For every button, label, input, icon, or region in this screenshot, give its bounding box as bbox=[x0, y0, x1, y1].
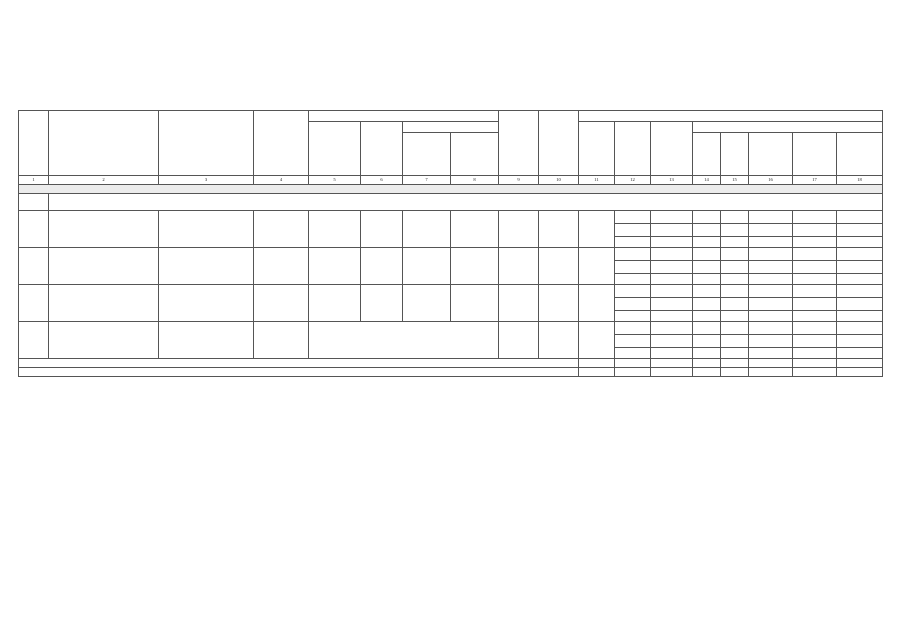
value-cell bbox=[693, 322, 721, 335]
subtotal-value bbox=[721, 359, 749, 368]
item-start-year bbox=[499, 211, 539, 248]
item-char-before bbox=[403, 248, 451, 285]
item-char-unit bbox=[361, 211, 403, 248]
value-cell bbox=[651, 285, 693, 298]
item-name bbox=[49, 322, 159, 359]
value-cell bbox=[651, 274, 693, 285]
col-header-after bbox=[451, 133, 499, 176]
item-char-name bbox=[309, 248, 361, 285]
value-cell bbox=[837, 261, 883, 274]
value-cell bbox=[749, 224, 793, 237]
col-number: 14 bbox=[693, 176, 721, 185]
value-cell bbox=[651, 248, 693, 261]
header-line-4 bbox=[700, 88, 880, 95]
value-cell bbox=[749, 285, 793, 298]
grand-total-row bbox=[19, 368, 883, 377]
col-header-before bbox=[403, 133, 451, 176]
item-char-after bbox=[451, 285, 499, 322]
grand-total-value bbox=[749, 368, 793, 377]
item-purpose bbox=[159, 211, 254, 248]
table-row bbox=[19, 211, 883, 224]
grand-total-value bbox=[693, 368, 721, 377]
program-table bbox=[18, 110, 883, 377]
col-header-year-4 bbox=[793, 133, 837, 176]
col-number: 17 bbox=[793, 176, 837, 185]
col-number: 13 bbox=[651, 176, 693, 185]
col-header-year-3 bbox=[749, 133, 793, 176]
value-cell bbox=[693, 274, 721, 285]
source-label bbox=[615, 224, 651, 237]
value-cell bbox=[651, 298, 693, 311]
item-purpose bbox=[159, 322, 254, 359]
value-cell bbox=[693, 285, 721, 298]
col-header-year-2 bbox=[721, 133, 749, 176]
source-label bbox=[615, 348, 651, 359]
col-header-char-value bbox=[403, 122, 499, 133]
col-header-place bbox=[254, 111, 309, 176]
item-start-year bbox=[499, 285, 539, 322]
column-number-row bbox=[19, 176, 883, 185]
table-row bbox=[19, 248, 883, 261]
value-cell bbox=[837, 274, 883, 285]
value-cell bbox=[721, 311, 749, 322]
col-header-start-year bbox=[499, 111, 539, 176]
grand-total-value bbox=[793, 368, 837, 377]
source-label bbox=[615, 248, 651, 261]
subtotal-value bbox=[693, 359, 721, 368]
subtotal-blank bbox=[615, 359, 651, 368]
value-cell bbox=[749, 298, 793, 311]
col-header-name bbox=[49, 111, 159, 176]
item-name bbox=[49, 285, 159, 322]
value-cell bbox=[693, 311, 721, 322]
item-name bbox=[49, 248, 159, 285]
col-number: 9 bbox=[499, 176, 539, 185]
value-cell bbox=[837, 298, 883, 311]
value-cell bbox=[651, 322, 693, 335]
value-cell bbox=[793, 211, 837, 224]
value-cell bbox=[837, 224, 883, 237]
source-label bbox=[615, 237, 651, 248]
subtotal-value bbox=[579, 359, 615, 368]
value-cell bbox=[721, 348, 749, 359]
item-char-unit bbox=[361, 285, 403, 322]
source-label bbox=[615, 211, 651, 224]
value-cell bbox=[749, 348, 793, 359]
value-cell bbox=[693, 261, 721, 274]
value-cell bbox=[721, 335, 749, 348]
value-cell bbox=[721, 261, 749, 274]
value-cell bbox=[721, 211, 749, 224]
item-char-after bbox=[451, 248, 499, 285]
grand-total-value bbox=[837, 368, 883, 377]
value-cell bbox=[721, 248, 749, 261]
item-amount bbox=[579, 211, 615, 248]
grand-total-blank bbox=[615, 368, 651, 377]
col-number: 7 bbox=[403, 176, 451, 185]
subtotal-value bbox=[837, 359, 883, 368]
col-header-year-1 bbox=[693, 133, 721, 176]
value-cell bbox=[721, 285, 749, 298]
item-place bbox=[254, 285, 309, 322]
subtotal-value bbox=[749, 359, 793, 368]
col-number: 10 bbox=[539, 176, 579, 185]
table-row bbox=[19, 285, 883, 298]
value-cell bbox=[749, 237, 793, 248]
value-cell bbox=[837, 311, 883, 322]
source-label bbox=[615, 311, 651, 322]
value-cell bbox=[651, 211, 693, 224]
item-start-year bbox=[499, 322, 539, 359]
value-cell bbox=[651, 224, 693, 237]
item-number bbox=[19, 248, 49, 285]
value-cell bbox=[793, 248, 837, 261]
value-cell bbox=[693, 224, 721, 237]
header-row-top bbox=[19, 111, 883, 122]
col-number: 4 bbox=[254, 176, 309, 185]
value-cell bbox=[749, 322, 793, 335]
value-cell bbox=[837, 335, 883, 348]
source-label bbox=[615, 335, 651, 348]
value-cell bbox=[651, 311, 693, 322]
col-number: 8 bbox=[451, 176, 499, 185]
value-cell bbox=[793, 285, 837, 298]
item-amount bbox=[579, 248, 615, 285]
value-cell bbox=[837, 248, 883, 261]
value-cell bbox=[837, 285, 883, 298]
value-cell bbox=[721, 298, 749, 311]
source-label bbox=[615, 274, 651, 285]
value-cell bbox=[721, 224, 749, 237]
value-cell bbox=[651, 261, 693, 274]
item-place bbox=[254, 248, 309, 285]
grand-total-value bbox=[579, 368, 615, 377]
value-cell bbox=[793, 224, 837, 237]
group-row bbox=[19, 185, 883, 194]
value-cell bbox=[693, 248, 721, 261]
value-cell bbox=[721, 237, 749, 248]
col-number: 6 bbox=[361, 176, 403, 185]
value-cell bbox=[837, 322, 883, 335]
item-end-year bbox=[539, 248, 579, 285]
subtotal-value bbox=[793, 359, 837, 368]
value-cell bbox=[693, 335, 721, 348]
value-cell bbox=[651, 335, 693, 348]
value-cell bbox=[721, 322, 749, 335]
group-label bbox=[19, 185, 883, 194]
value-cell bbox=[749, 211, 793, 224]
grand-total-label bbox=[19, 368, 579, 377]
table-row bbox=[19, 322, 883, 335]
col-header-years bbox=[693, 122, 883, 133]
item-char-name bbox=[309, 285, 361, 322]
source-label bbox=[615, 298, 651, 311]
value-cell bbox=[793, 335, 837, 348]
item-char-unit bbox=[361, 248, 403, 285]
value-cell bbox=[837, 237, 883, 248]
item-char-name bbox=[309, 211, 361, 248]
col-header-end-year bbox=[539, 111, 579, 176]
section-label bbox=[49, 194, 883, 211]
col-header-total bbox=[579, 122, 615, 176]
col-number: 12 bbox=[615, 176, 651, 185]
value-cell bbox=[693, 211, 721, 224]
col-header-characteristics bbox=[309, 111, 499, 122]
col-header-funding bbox=[579, 111, 883, 122]
source-label bbox=[615, 322, 651, 335]
col-number: 18 bbox=[837, 176, 883, 185]
item-amount bbox=[579, 322, 615, 359]
item-end-year bbox=[539, 285, 579, 322]
item-place bbox=[254, 322, 309, 359]
source-label bbox=[615, 285, 651, 298]
value-cell bbox=[749, 311, 793, 322]
item-char-after bbox=[451, 211, 499, 248]
value-cell bbox=[749, 261, 793, 274]
value-cell bbox=[693, 348, 721, 359]
col-header-done bbox=[651, 122, 693, 176]
col-header-year-5 bbox=[837, 133, 883, 176]
item-place bbox=[254, 211, 309, 248]
item-purpose bbox=[159, 248, 254, 285]
col-number: 11 bbox=[579, 176, 615, 185]
item-purpose bbox=[159, 285, 254, 322]
col-number: 1 bbox=[19, 176, 49, 185]
col-number: 3 bbox=[159, 176, 254, 185]
col-header-char-name bbox=[309, 122, 361, 176]
value-cell bbox=[793, 274, 837, 285]
source-label bbox=[615, 261, 651, 274]
item-number bbox=[19, 322, 49, 359]
value-cell bbox=[749, 248, 793, 261]
value-cell bbox=[837, 348, 883, 359]
value-cell bbox=[793, 237, 837, 248]
value-cell bbox=[693, 298, 721, 311]
value-cell bbox=[749, 335, 793, 348]
item-name bbox=[49, 211, 159, 248]
value-cell bbox=[793, 348, 837, 359]
col-number: 5 bbox=[309, 176, 361, 185]
item-end-year bbox=[539, 211, 579, 248]
value-cell bbox=[793, 311, 837, 322]
col-number: 16 bbox=[749, 176, 793, 185]
subtotal-row bbox=[19, 359, 883, 368]
item-char-before bbox=[403, 211, 451, 248]
section-row bbox=[19, 194, 883, 211]
value-cell bbox=[693, 237, 721, 248]
header-note bbox=[700, 68, 880, 94]
col-header-purpose bbox=[159, 111, 254, 176]
value-cell bbox=[793, 261, 837, 274]
section-num bbox=[19, 194, 49, 211]
value-cell bbox=[721, 274, 749, 285]
subtotal-value bbox=[651, 359, 693, 368]
item-char-before bbox=[403, 285, 451, 322]
item-start-year bbox=[499, 248, 539, 285]
value-cell bbox=[793, 298, 837, 311]
item-number bbox=[19, 211, 49, 248]
item-number bbox=[19, 285, 49, 322]
item-amount bbox=[579, 285, 615, 322]
col-header-source bbox=[615, 122, 651, 176]
value-cell bbox=[651, 237, 693, 248]
grand-total-value bbox=[721, 368, 749, 377]
subtotal-label bbox=[19, 359, 579, 368]
col-number: 2 bbox=[49, 176, 159, 185]
value-cell bbox=[749, 274, 793, 285]
col-header-char-unit bbox=[361, 122, 403, 176]
value-cell bbox=[651, 348, 693, 359]
item-end-year bbox=[539, 322, 579, 359]
document-title bbox=[160, 100, 880, 108]
col-number: 15 bbox=[721, 176, 749, 185]
col-header-num bbox=[19, 111, 49, 176]
grand-total-value bbox=[651, 368, 693, 377]
item-characteristics bbox=[309, 322, 499, 359]
value-cell bbox=[837, 211, 883, 224]
value-cell bbox=[793, 322, 837, 335]
